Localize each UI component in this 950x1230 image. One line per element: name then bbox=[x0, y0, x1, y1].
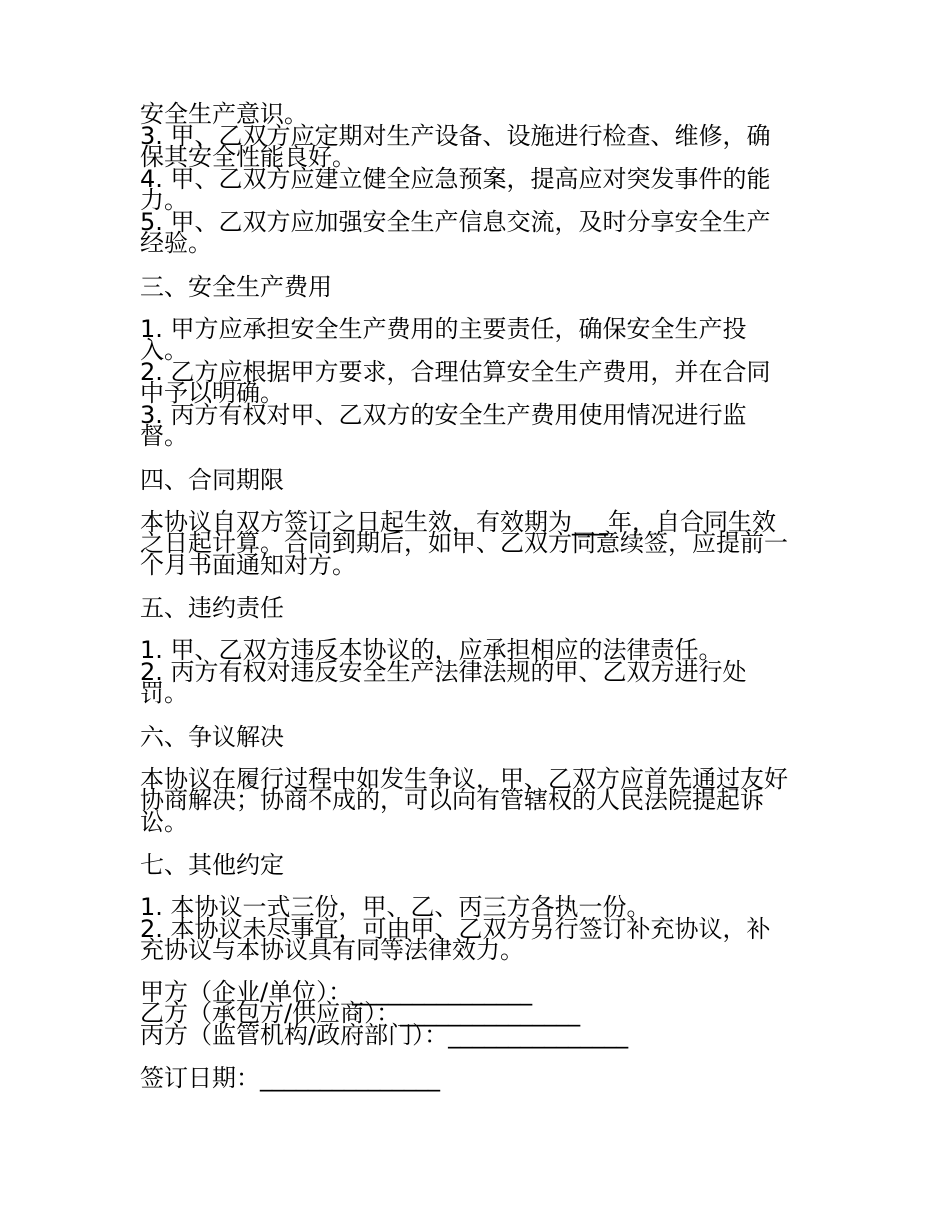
document-page bbox=[140, 100, 812, 1092]
section-heading-dispute: 六、争议解决 bbox=[140, 722, 284, 751]
section-heading-other: 七、其他约定 bbox=[140, 851, 284, 879]
liability-clauses: 1. 甲、乙双方违反本协议的，应承担相应的法律责任。 2. 丙方有权对违反安全生产法律法规的甲、乙双方进行处 罚。 bbox=[140, 636, 747, 707]
term-clause: 本协议自双方签订之日起生效，有效期为___年，自合同生效 之日起计算。合同到期后，如甲、乙双方同意续签，应提前一 个月书面通知对方。 bbox=[140, 507, 788, 579]
section-heading-fees: 三、安全生产费用 bbox=[140, 272, 332, 301]
other-clauses: 1. 本协议一式三份，甲、乙、丙三方各执一份。 2. 本协议未尽事宜，可由甲、乙双方另行签订补充协议，补 充协议与本协议具有同等法律效力。 bbox=[140, 893, 771, 964]
section-two-continuation: 安全生产意识。 3. 甲、乙双方应定期对生产设备、设施进行检查、维修，确 保其安全性能良好。 4. 甲、乙双方应建立健全应急预案，提高应对突发事件的能 力。 5. 甲、乙双方应加强安全生产信息交流，及时分享安全生产 经验。 bbox=[140, 100, 771, 257]
section-heading-liability: 五、违约责任 bbox=[140, 594, 284, 622]
signature-parties: 甲方（企业/单位）：_______________ 乙方（承包方/供应商）：_______________ 丙方（监管机构/政府部门）：_______________ bbox=[140, 977, 629, 1049]
dispute-clause: 本协议在履行过程中如发生争议，甲、乙双方应首先通过友好 协商解决；协商不成的，可以向有管辖权的人民法院提起诉 讼。 bbox=[140, 764, 788, 836]
signing-date: 签订日期：_______________ bbox=[140, 1064, 440, 1092]
fees-clauses: 1. 甲方应承担安全生产费用的主要责任，确保安全生产投 入。 2. 乙方应根据甲方要求，合理估算安全生产费用，并在合同 中予以明确。 3. 丙方有权对甲、乙双方的安全生产费用使用情况进行监 督。 bbox=[140, 314, 771, 450]
section-heading-term: 四、合同期限 bbox=[140, 465, 284, 494]
